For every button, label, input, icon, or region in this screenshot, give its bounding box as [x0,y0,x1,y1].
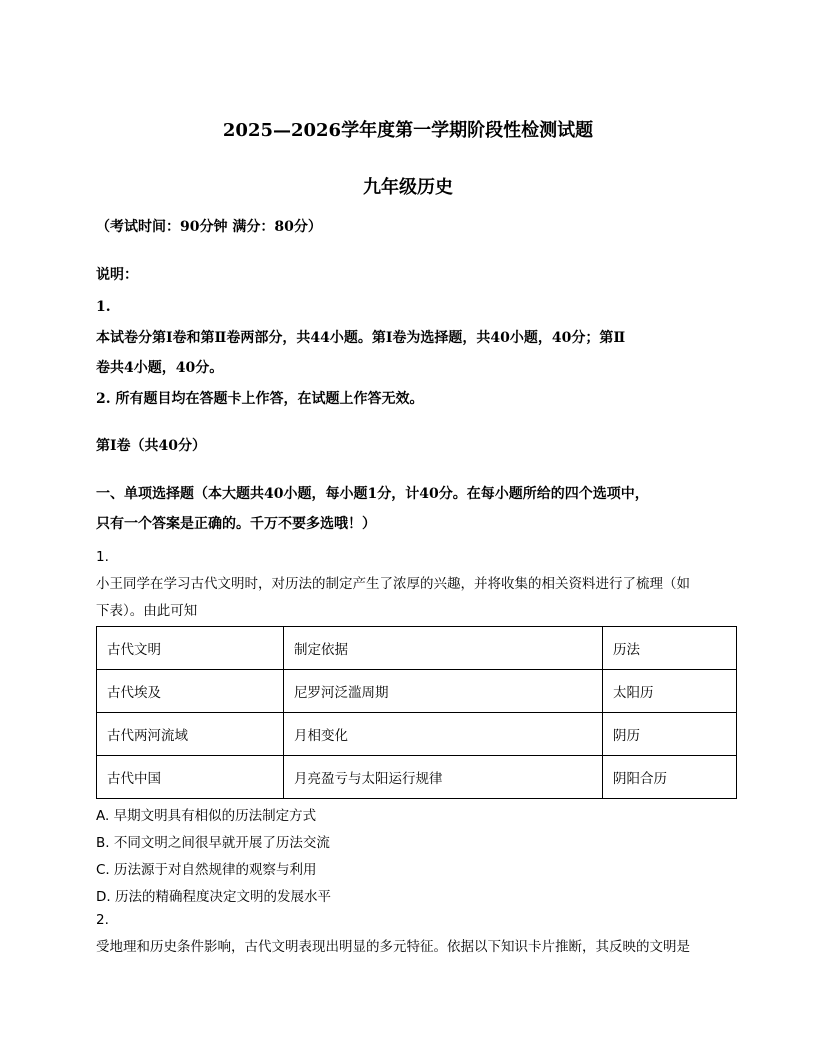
instruction-1-line2: 卷共4小题，40分。 [96,360,224,376]
option-a: A. 早期文明具有相似的历法制定方式 [96,808,317,824]
table-row [97,713,737,756]
table-cell: 古代两河流域 [97,713,284,756]
instruction-1-line1: 本试卷分第Ⅰ卷和第Ⅱ卷两部分，共44小题。第Ⅰ卷为选择题，共40小题，40分；第Ⅱ [96,330,626,346]
table-row [97,627,737,670]
option-b: B. 不同文明之间很早就开展了历法交流 [96,835,330,851]
table-cell: 太阳历 [603,670,737,713]
table-cell: 阴历 [603,713,737,756]
option-d: D. 历法的精确程度决定文明的发展水平 [96,889,331,905]
instruction-1-number: 1. [96,299,111,315]
table-row [97,670,737,713]
exam-subtitle: 九年级历史 [363,177,453,198]
question-1-number: 1. [96,549,109,565]
table-cell: 阴阳合历 [603,756,737,799]
question-2-number: 2. [96,912,109,928]
instructions-heading: 说明： [96,267,138,283]
table-header-cell: 制定依据 [284,627,603,670]
table-cell: 尼罗河泛滥周期 [284,670,603,713]
option-c: C. 历法源于对自然规律的观察与利用 [96,862,317,878]
question-1-stem-line1: 小王同学在学习古代文明时，对历法的制定产生了浓厚的兴趣，并将收集的相关资料进行了梳理（如 [96,576,690,592]
section-heading-line2: 只有一个答案是正确的。千万不要多选哦！） [96,516,376,532]
calendar-table [96,626,737,799]
exam-title: 2025—2026学年度第一学期阶段性检测试题 [222,120,594,141]
table-cell: 古代中国 [97,756,284,799]
table-cell: 古代埃及 [97,670,284,713]
exam-info: （考试时间：90分钟 满分：80分） [96,219,322,235]
question-1-stem-line2: 下表）。由此可知 [96,603,198,619]
question-2-stem-line1: 受地理和历史条件影响，古代文明表现出明显的多元特征。依据以下知识卡片推断，其反映的文明是 [96,939,690,955]
part1-heading: 第Ⅰ卷（共40分） [96,438,207,454]
table-header-cell: 古代文明 [97,627,284,670]
section-heading-line1: 一、单项选择题（本大题共40小题，每小题1分，计40分。在每小题所给的四个选项中， [96,486,649,502]
table-row [97,756,737,799]
table-cell: 月相变化 [284,713,603,756]
table-header-cell: 历法 [603,627,737,670]
table-cell: 月亮盈亏与太阳运行规律 [284,756,603,799]
instruction-2: 2. 所有题目均在答题卡上作答，在试题上作答无效。 [96,391,424,407]
